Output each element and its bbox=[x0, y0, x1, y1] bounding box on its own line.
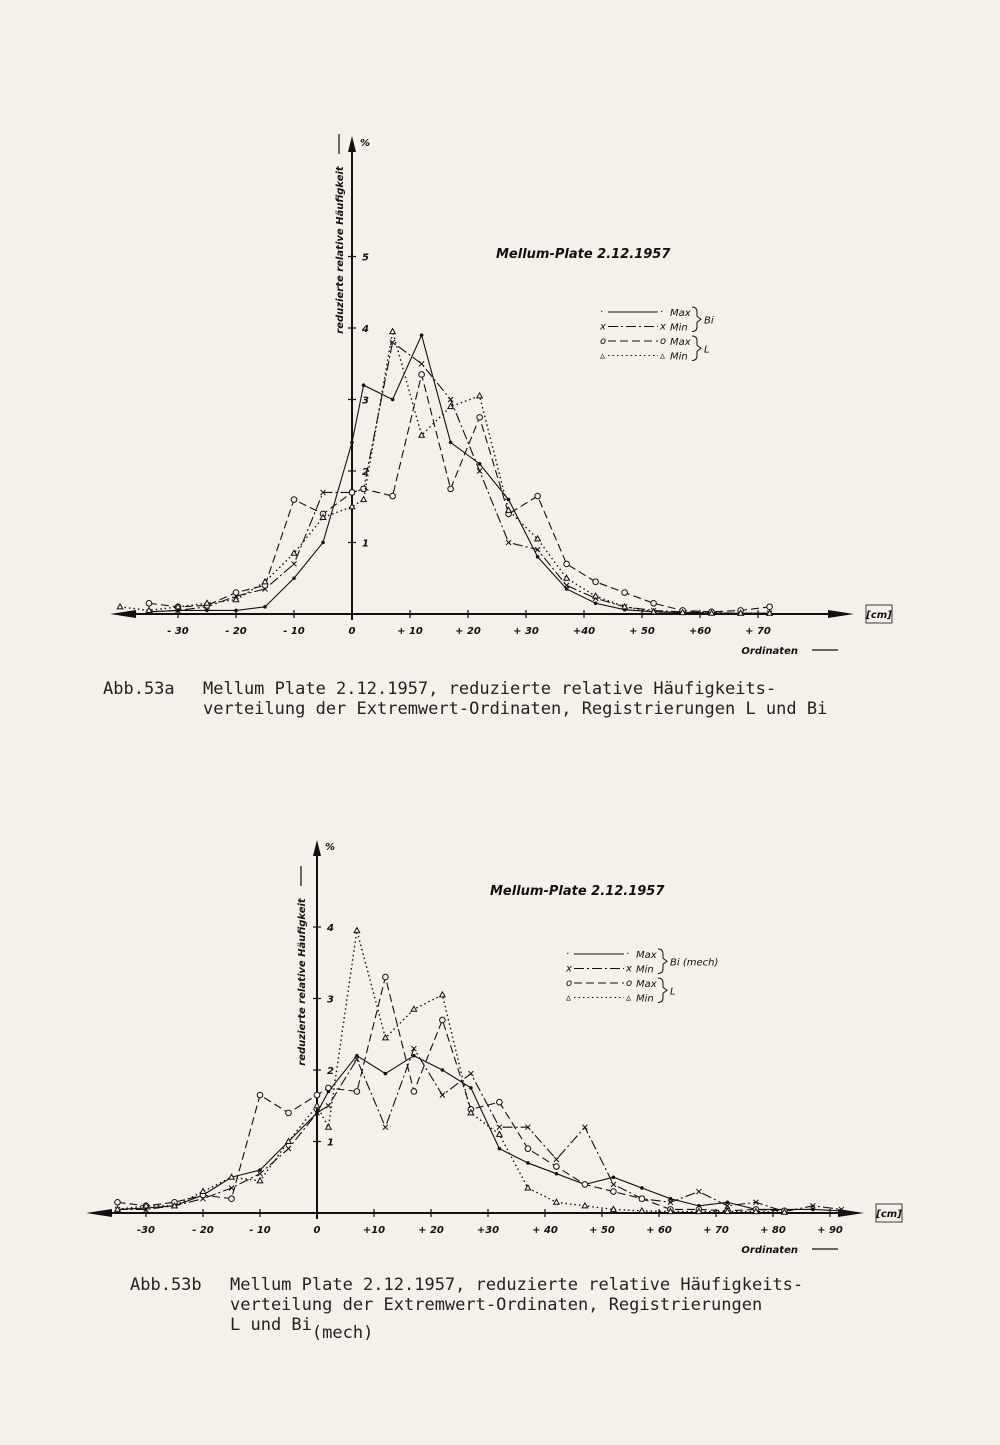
y-tick-label: 4 bbox=[362, 324, 369, 335]
caption-53a bbox=[103, 679, 903, 723]
y-axis-arrow bbox=[313, 840, 321, 856]
data-point bbox=[355, 1054, 359, 1058]
y-tick-label: 4 bbox=[327, 923, 334, 934]
data-point bbox=[411, 1006, 417, 1011]
data-point bbox=[326, 1103, 331, 1108]
x-tick-label: 0 bbox=[313, 1225, 321, 1236]
x-tick-label: - 20 bbox=[225, 626, 247, 637]
data-point bbox=[257, 1092, 263, 1098]
x-tick-label: + 30 bbox=[513, 626, 539, 637]
chart-title: Mellum-Plate 2.12.1957 bbox=[490, 884, 665, 899]
data-point bbox=[286, 1146, 291, 1151]
x-tick-label: + 90 bbox=[817, 1225, 843, 1236]
data-point bbox=[582, 1203, 588, 1208]
x-tick-label: + 50 bbox=[589, 1225, 615, 1236]
y-axis-label: reduzierte relative Häufigkeit bbox=[297, 898, 308, 1066]
data-point bbox=[384, 1072, 388, 1076]
data-point bbox=[554, 1157, 559, 1162]
data-point bbox=[554, 1164, 560, 1170]
data-point bbox=[411, 1046, 416, 1051]
data-point bbox=[582, 1182, 588, 1188]
y-tick-label: 3 bbox=[327, 994, 334, 1006]
data-point bbox=[696, 1189, 701, 1194]
y-tick-label: 1 bbox=[327, 1137, 334, 1149]
x-tick-label: +40 bbox=[572, 626, 596, 637]
data-point bbox=[611, 1206, 617, 1211]
data-point bbox=[258, 1168, 262, 1172]
data-point bbox=[411, 1089, 417, 1095]
x-tick-label: + 60 bbox=[646, 1225, 672, 1236]
legend-label: Min bbox=[670, 322, 688, 334]
data-point bbox=[354, 928, 360, 933]
data-point bbox=[554, 1199, 560, 1204]
series-line bbox=[118, 977, 785, 1211]
x-tick-label: + 70 bbox=[703, 1225, 729, 1236]
y-tick-label: 5 bbox=[362, 252, 369, 264]
legend-brace bbox=[658, 978, 667, 1003]
data-point bbox=[525, 1146, 531, 1152]
x-tick-label: + 70 bbox=[745, 626, 771, 637]
data-point bbox=[811, 1208, 815, 1212]
y-tick-label: 3 bbox=[362, 395, 369, 407]
data-point bbox=[412, 1054, 416, 1058]
legend-marker: o bbox=[660, 336, 667, 347]
data-point bbox=[611, 1189, 617, 1195]
data-point bbox=[440, 1017, 446, 1023]
x-tick-label: 0 bbox=[348, 626, 356, 637]
legend-label: Min bbox=[636, 964, 654, 976]
data-point bbox=[115, 1199, 121, 1205]
legend-brace bbox=[658, 949, 667, 974]
data-point bbox=[582, 1125, 587, 1130]
data-point bbox=[726, 1200, 730, 1204]
x-tick-label: -30 bbox=[136, 1225, 156, 1236]
series-line bbox=[118, 1056, 842, 1211]
data-point bbox=[326, 1124, 332, 1129]
legend-label: Min bbox=[636, 993, 654, 1005]
x-tick-label: + 40 bbox=[532, 1225, 558, 1236]
x-tick-label: +30 bbox=[476, 1225, 500, 1236]
data-point bbox=[440, 1093, 445, 1098]
x-tick-label: - 30 bbox=[167, 626, 189, 637]
data-point bbox=[639, 1196, 645, 1202]
x-tick-label: + 20 bbox=[418, 1225, 444, 1236]
legend-marker: ▵ bbox=[626, 992, 632, 1004]
legend-group-label: Bi (mech) bbox=[670, 957, 719, 969]
data-point bbox=[383, 974, 389, 980]
data-point bbox=[354, 1057, 359, 1062]
data-point bbox=[639, 1208, 645, 1213]
y-tick-label: 2 bbox=[362, 467, 369, 478]
x-unit-label: [cm] bbox=[866, 610, 892, 621]
legend-marker: ▵ bbox=[566, 992, 572, 1004]
x-unit-label: [cm] bbox=[876, 1209, 902, 1220]
legend-group-label: L bbox=[704, 344, 710, 356]
data-point bbox=[526, 1161, 530, 1165]
y-unit-label: % bbox=[325, 842, 336, 853]
data-point bbox=[229, 1185, 234, 1190]
data-point bbox=[229, 1196, 235, 1202]
series-line bbox=[118, 931, 785, 1213]
x-tick-label: - 10 bbox=[283, 626, 305, 637]
x-tick-label: +60 bbox=[688, 626, 712, 637]
data-point bbox=[497, 1125, 502, 1130]
data-point bbox=[497, 1099, 503, 1105]
legend-marker: · bbox=[566, 949, 570, 960]
data-point bbox=[440, 992, 446, 997]
legend-marker: x bbox=[600, 321, 606, 333]
caption-line: verteilung der Extremwert-Ordinaten, Registrierungen L und Bi bbox=[203, 699, 828, 719]
data-point bbox=[611, 1182, 616, 1187]
legend-marker: · bbox=[626, 949, 630, 960]
caption-line: L und Bi bbox=[230, 1315, 312, 1335]
series-line bbox=[118, 1049, 842, 1212]
legend-marker: o bbox=[566, 978, 573, 989]
data-point bbox=[314, 1092, 320, 1098]
data-point bbox=[498, 1147, 502, 1151]
x-tick-label: - 10 bbox=[249, 1225, 271, 1236]
data-point bbox=[354, 1089, 360, 1095]
legend-marker: x bbox=[626, 963, 632, 975]
data-point bbox=[383, 1125, 388, 1130]
caption-53b bbox=[130, 1275, 930, 1355]
caption-number: Abb.53a bbox=[103, 679, 175, 699]
data-point bbox=[612, 1175, 616, 1179]
y-axis-label: reduzierte relative Häufigkeit bbox=[335, 166, 346, 334]
x-tick-label: + 50 bbox=[629, 626, 655, 637]
x-tick-label: + 80 bbox=[760, 1225, 786, 1236]
legend-group-label: L bbox=[670, 986, 676, 998]
data-point bbox=[441, 1068, 445, 1072]
legend-marker: x bbox=[566, 963, 572, 975]
y-unit-label: % bbox=[360, 138, 371, 149]
x-axis-arrow-left bbox=[86, 1209, 112, 1217]
data-point bbox=[314, 1103, 320, 1108]
data-point bbox=[200, 1189, 206, 1194]
legend-group-label: Bi bbox=[704, 315, 714, 327]
data-point bbox=[229, 1174, 235, 1179]
x-tick-label: - 20 bbox=[192, 1225, 214, 1236]
data-point bbox=[555, 1172, 559, 1176]
legend-label: Min bbox=[670, 351, 688, 363]
x-tick-label: + 20 bbox=[455, 626, 481, 637]
legend-marker: · bbox=[600, 307, 604, 318]
legend-marker: o bbox=[600, 336, 607, 347]
x-tick-label: +10 bbox=[362, 1225, 386, 1236]
caption-line: verteilung der Extremwert-Ordinaten, Registrierungen bbox=[230, 1295, 763, 1315]
caption-subscript: (mech) bbox=[311, 1323, 374, 1343]
data-point bbox=[286, 1110, 292, 1116]
caption-line-3 bbox=[230, 1315, 374, 1343]
y-tick-label: 2 bbox=[327, 1066, 334, 1077]
x-axis-label: Ordinaten bbox=[741, 646, 798, 657]
legend-label: Max bbox=[636, 950, 657, 961]
data-point bbox=[669, 1197, 673, 1201]
y-tick-label: 1 bbox=[362, 538, 369, 550]
caption-number: Abb.53b bbox=[130, 1275, 202, 1295]
data-point bbox=[640, 1186, 644, 1190]
data-point bbox=[258, 1171, 263, 1176]
chart-title: Mellum-Plate 2.12.1957 bbox=[496, 247, 671, 262]
legend-marker: o bbox=[626, 978, 633, 989]
x-tick-label: + 10 bbox=[397, 626, 423, 637]
data-point bbox=[497, 1131, 503, 1136]
legend-label: Max bbox=[670, 308, 691, 319]
data-point bbox=[326, 1085, 332, 1091]
legend-marker: · bbox=[660, 307, 664, 318]
legend-marker: x bbox=[660, 321, 666, 333]
data-point bbox=[469, 1086, 473, 1090]
legend-label: Max bbox=[670, 337, 691, 348]
legend-marker: ▵ bbox=[660, 350, 666, 362]
data-point bbox=[468, 1071, 473, 1076]
data-point bbox=[257, 1178, 263, 1183]
legend-label: Max bbox=[636, 979, 657, 990]
caption-line: Mellum Plate 2.12.1957, reduzierte relative Häufigkeits- bbox=[203, 679, 777, 699]
caption-line: Mellum Plate 2.12.1957, reduzierte relative Häufigkeits- bbox=[230, 1275, 804, 1295]
x-axis-label: Ordinaten bbox=[741, 1245, 798, 1256]
legend-marker: ▵ bbox=[600, 350, 606, 362]
